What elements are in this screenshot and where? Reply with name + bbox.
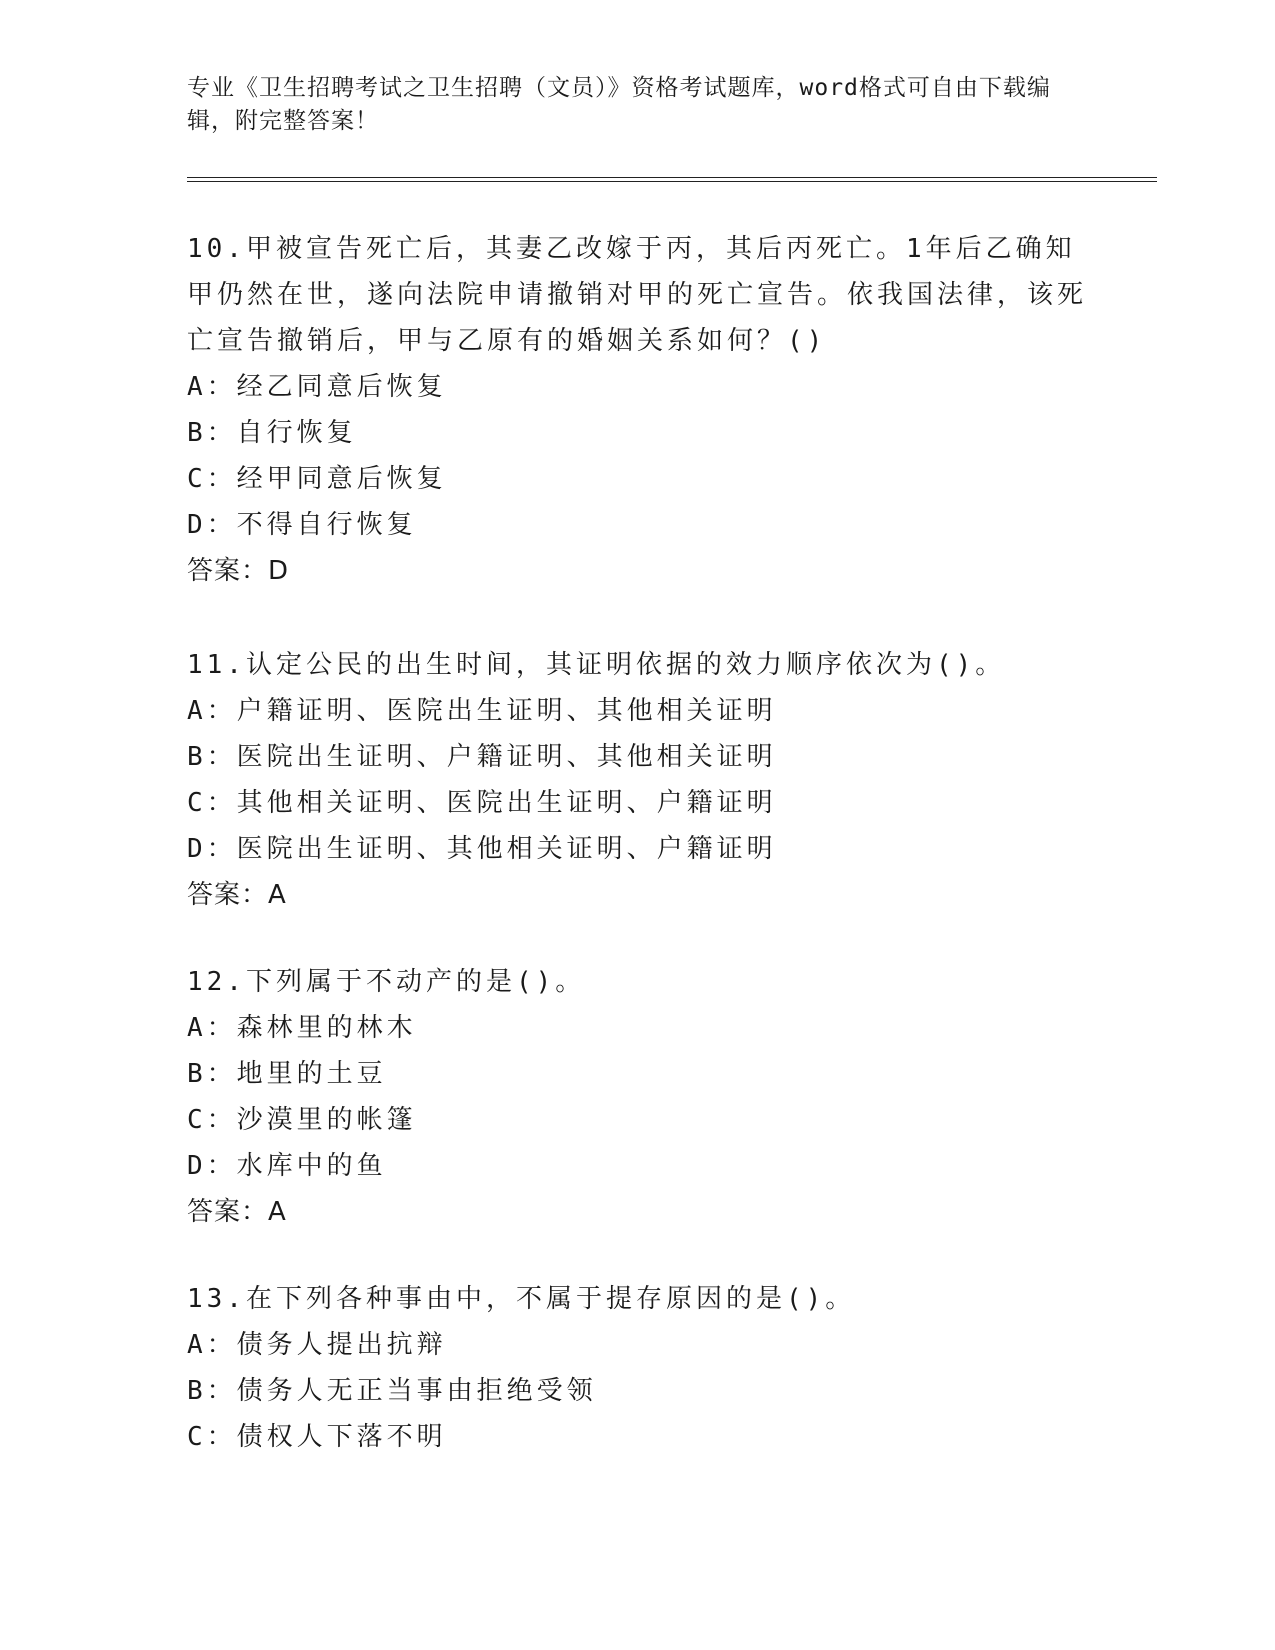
answer-line: 答案：D (187, 556, 290, 586)
option-b: B：地里的土豆 (187, 1059, 387, 1089)
option-d: D：不得自行恢复 (187, 510, 417, 540)
option-d: D：水库中的鱼 (187, 1151, 387, 1181)
question-stem: 11.认定公民的出生时间，其证明依据的效力顺序依次为()。 (187, 650, 1006, 680)
option-b: B：自行恢复 (187, 418, 357, 448)
question-stem: 10.甲被宣告死亡后，其妻乙改嫁于丙，其后丙死亡。1年后乙确知甲仍然在世，遂向法院申请撤销对甲的死亡宣告。依我国法律，该死亡宣告撤销后，甲与乙原有的婚姻关系如何？() (187, 234, 1088, 356)
answer-line: 答案：A (187, 880, 287, 910)
option-c: C：沙漠里的帐篷 (187, 1105, 417, 1135)
option-c: C：债权人下落不明 (187, 1422, 447, 1452)
header-divider (187, 177, 1157, 182)
question-12 (187, 959, 1087, 1235)
option-b: B：医院出生证明、户籍证明、其他相关证明 (187, 742, 777, 772)
option-a: A：债务人提出抗辩 (187, 1330, 447, 1360)
option-c: C：经甲同意后恢复 (187, 464, 447, 494)
option-b: B：债务人无正当事由拒绝受领 (187, 1376, 597, 1406)
question-11 (187, 642, 1087, 918)
question-stem: 12.下列属于不动产的是()。 (187, 967, 586, 997)
option-d: D：医院出生证明、其他相关证明、户籍证明 (187, 834, 777, 864)
question-13 (187, 1276, 1087, 1460)
answer-line: 答案：A (187, 1197, 287, 1227)
document-header: 专业《卫生招聘考试之卫生招聘（文员）》资格考试题库，word格式可自由下载编辑，附完整答案！ (187, 75, 1051, 134)
option-c: C：其他相关证明、医院出生证明、户籍证明 (187, 788, 777, 818)
question-stem: 13.在下列各种事由中，不属于提存原因的是()。 (187, 1284, 856, 1314)
option-a: A：经乙同意后恢复 (187, 372, 447, 402)
question-10 (187, 226, 1087, 594)
option-a: A：森林里的林木 (187, 1013, 417, 1043)
option-a: A：户籍证明、医院出生证明、其他相关证明 (187, 696, 777, 726)
